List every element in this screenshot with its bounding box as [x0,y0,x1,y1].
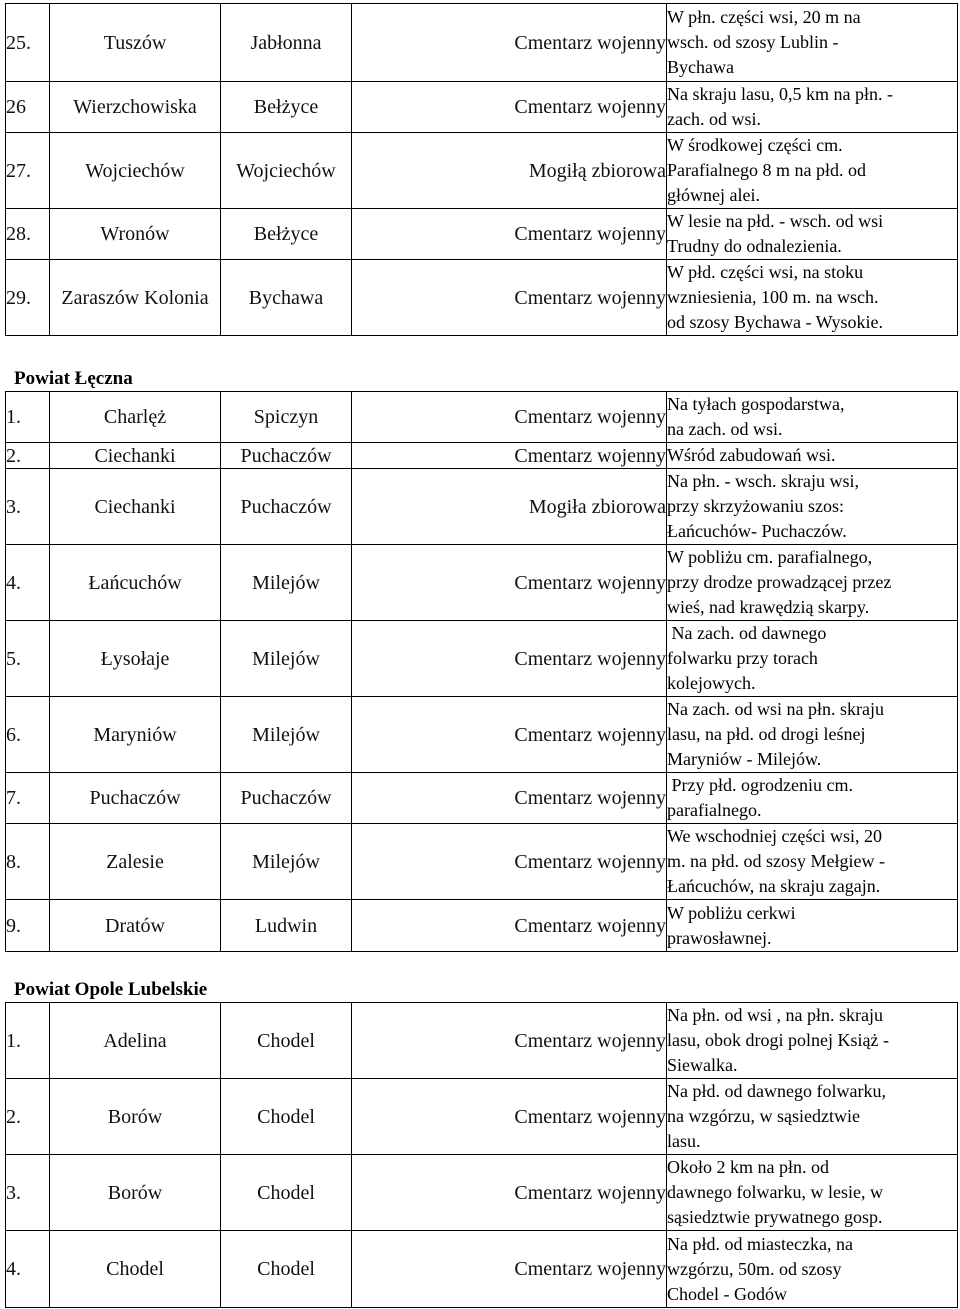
row-location-description [667,469,958,545]
description-line: Na płn. - wsch. skraju wsi, [667,471,859,491]
row-object-type: Cmentarz wojenny [352,209,667,260]
description-line: dawnego folwarku, w lesie, w [667,1182,883,1202]
description-line: W pobliżu cm. parafialnego, [667,547,873,567]
row-number: 9. [6,900,50,952]
description-line: Łańcuchów, na skraju zagajn. [667,876,881,896]
description-line: Na skraju lasu, 0,5 km na płn. - [667,84,893,104]
row-location-description [667,260,958,336]
row-commune: Chodel [221,1231,352,1308]
row-number: 27. [6,133,50,209]
row-object-type: Cmentarz wojenny [352,1079,667,1155]
description-line: od szosy Bychawa - Wysokie. [667,312,884,332]
row-commune: Ludwin [221,900,352,952]
row-commune: Chodel [221,1155,352,1231]
description-line: Wśród zabudowań wsi. [667,445,836,465]
row-commune: Puchaczów [221,469,352,545]
description-line: kolejowych. [667,673,756,693]
row-object-type: Cmentarz wojenny [352,392,667,443]
row-number: 2. [6,1079,50,1155]
description-line: Na płn. od wsi , na płn. skraju [667,1005,883,1025]
table-row [6,469,958,545]
table-row [6,82,958,133]
row-locality: Łańcuchów [50,545,221,621]
row-commune: Bychawa [221,260,352,336]
row-location-description [667,545,958,621]
description-line: Parafialnego 8 m na płd. od [667,160,866,180]
table-row [6,260,958,336]
table-powiat-opole [5,1002,958,1308]
description-line: Maryniów - Milejów. [667,749,822,769]
row-object-type: Cmentarz wojenny [352,1231,667,1308]
table-row [6,443,958,469]
row-location-description [667,1003,958,1079]
table-row [6,1079,958,1155]
row-number: 4. [6,545,50,621]
row-location-description [667,392,958,443]
row-number: 29. [6,260,50,336]
description-line: Na zach. od dawnego [667,623,827,643]
row-number: 1. [6,392,50,443]
row-location-description [667,1155,958,1231]
table-row [6,773,958,824]
row-locality: Ciechanki [50,469,221,545]
table-row [6,4,958,82]
row-locality: Puchaczów [50,773,221,824]
row-locality: Wojciechów [50,133,221,209]
section-heading-leczna: Powiat Łęczna [14,368,133,389]
description-line: Na płd. od miasteczka, na [667,1233,853,1254]
description-line: W płd. części wsi, na stoku [667,262,864,282]
table-row [6,209,958,260]
row-commune: Chodel [221,1003,352,1079]
description-line: zach. od wsi. [667,109,761,129]
description-line: Na tyłach gospodarstwa, [667,394,845,414]
row-object-type: Cmentarz wojenny [352,1003,667,1079]
description-line: W pobliżu cerkwi [667,902,796,923]
row-commune: Milejów [221,545,352,621]
row-number: 26 [6,82,50,133]
row-locality: Borów [50,1155,221,1231]
row-number: 28. [6,209,50,260]
description-line: W płn. części wsi, 20 m na [667,7,861,27]
description-line: lasu. [667,1131,701,1151]
row-commune: Puchaczów [221,443,352,469]
row-number: 7. [6,773,50,824]
description-line: przy drodze prowadzącej przez [667,572,892,592]
row-object-type: Cmentarz wojenny [352,545,667,621]
table-lublin-part [5,3,958,336]
description-line: We wschodniej części wsi, 20 [667,826,882,846]
description-line: W środkowej części cm. [667,135,843,155]
row-locality: Zalesie [50,824,221,900]
row-object-type: Mogiłą zbiorowa [352,133,667,209]
row-object-type: Cmentarz wojenny [352,82,667,133]
row-locality: Borów [50,1079,221,1155]
row-locality: Łysołaje [50,621,221,697]
row-locality: Zaraszów Kolonia [50,260,221,336]
description-line: Trudny do odnalezienia. [667,236,842,256]
row-number: 2. [6,443,50,469]
description-line: Siewalka. [667,1055,738,1075]
description-line: Na zach. od wsi na płn. skraju [667,699,884,719]
row-locality: Maryniów [50,697,221,773]
description-line: m. na płd. od szosy Mełgiew - [667,851,885,871]
row-location-description [667,443,958,469]
row-commune: Wojciechów [221,133,352,209]
row-locality: Charlęż [50,392,221,443]
description-line: przy skrzyżowaniu szos: [667,496,844,516]
description-line: Chodel - Godów [667,1283,787,1304]
row-locality: Tuszów [50,4,221,82]
row-location-description [667,824,958,900]
row-number: 3. [6,469,50,545]
row-location-description [667,697,958,773]
row-object-type: Cmentarz wojenny [352,1155,667,1231]
row-locality: Ciechanki [50,443,221,469]
row-object-type: Cmentarz wojenny [352,621,667,697]
description-line: lasu, obok drogi polnej Książ - [667,1030,889,1050]
row-commune: Milejów [221,697,352,773]
row-commune: Jabłonna [221,4,352,82]
table-row [6,900,958,952]
row-commune: Chodel [221,1079,352,1155]
description-line: folwarku przy torach [667,648,818,668]
table-row [6,824,958,900]
row-location-description [667,773,958,824]
description-line: wzniesienia, 100 m. na wsch. [667,287,879,307]
description-line: Na płd. od dawnego folwarku, [667,1081,886,1101]
row-number: 25. [6,4,50,82]
row-location-description [667,621,958,697]
description-line: Przy płd. ogrodzeniu cm. [667,775,853,795]
row-object-type: Cmentarz wojenny [352,260,667,336]
row-locality: Wronów [50,209,221,260]
description-line: wzgórzu, 50m. od szosy [667,1258,842,1279]
description-line: głównej alei. [667,185,760,205]
row-commune: Milejów [221,621,352,697]
row-number: 1. [6,1003,50,1079]
description-line: parafialnego. [667,800,762,820]
row-object-type: Cmentarz wojenny [352,773,667,824]
row-object-type: Mogiła zbiorowa [352,469,667,545]
description-line: prawosławnej. [667,927,772,948]
row-number: 4. [6,1231,50,1308]
row-location-description [667,1079,958,1155]
row-commune: Puchaczów [221,773,352,824]
table-row [6,697,958,773]
row-object-type: Cmentarz wojenny [352,443,667,469]
row-number: 8. [6,824,50,900]
row-locality: Dratów [50,900,221,952]
table-powiat-leczna [5,391,958,952]
description-line: Łańcuchów- Puchaczów. [667,521,847,541]
row-locality: Wierzchowiska [50,82,221,133]
description-line: Około 2 km na płn. od [667,1157,829,1177]
table-row [6,392,958,443]
row-location-description [667,209,958,260]
description-line: lasu, na płd. od drogi leśnej [667,724,866,744]
row-commune: Bełżyce [221,82,352,133]
section-heading-opole: Powiat Opole Lubelskie [14,979,208,1000]
row-object-type: Cmentarz wojenny [352,900,667,952]
row-commune: Bełżyce [221,209,352,260]
row-location-description [667,133,958,209]
row-number: 6. [6,697,50,773]
row-object-type: Cmentarz wojenny [352,824,667,900]
table-row [6,1003,958,1079]
row-location-description [667,82,958,133]
description-line: wieś, nad krawędzią skarpy. [667,597,870,617]
row-object-type: Cmentarz wojenny [352,697,667,773]
table-row [6,621,958,697]
row-commune: Milejów [221,824,352,900]
row-object-type: Cmentarz wojenny [352,4,667,82]
description-line: Bychawa [667,57,734,77]
description-line: sąsiedztwie prywatnego gosp. [667,1207,883,1227]
row-location-description [667,4,958,82]
description-line: wsch. od szosy Lublin - [667,32,839,52]
row-locality: Chodel [50,1231,221,1308]
description-line: na wzgórzu, w sąsiedztwie [667,1106,860,1126]
table-row [6,1231,958,1308]
table-row [6,1155,958,1231]
table-row [6,545,958,621]
row-location-description [667,1231,958,1308]
table-row [6,133,958,209]
row-locality: Adelina [50,1003,221,1079]
row-number: 3. [6,1155,50,1231]
row-number: 5. [6,621,50,697]
description-line: na zach. od wsi. [667,419,783,439]
row-location-description [667,900,958,952]
description-line: W lesie na płd. - wsch. od wsi [667,211,884,231]
row-commune: Spiczyn [221,392,352,443]
